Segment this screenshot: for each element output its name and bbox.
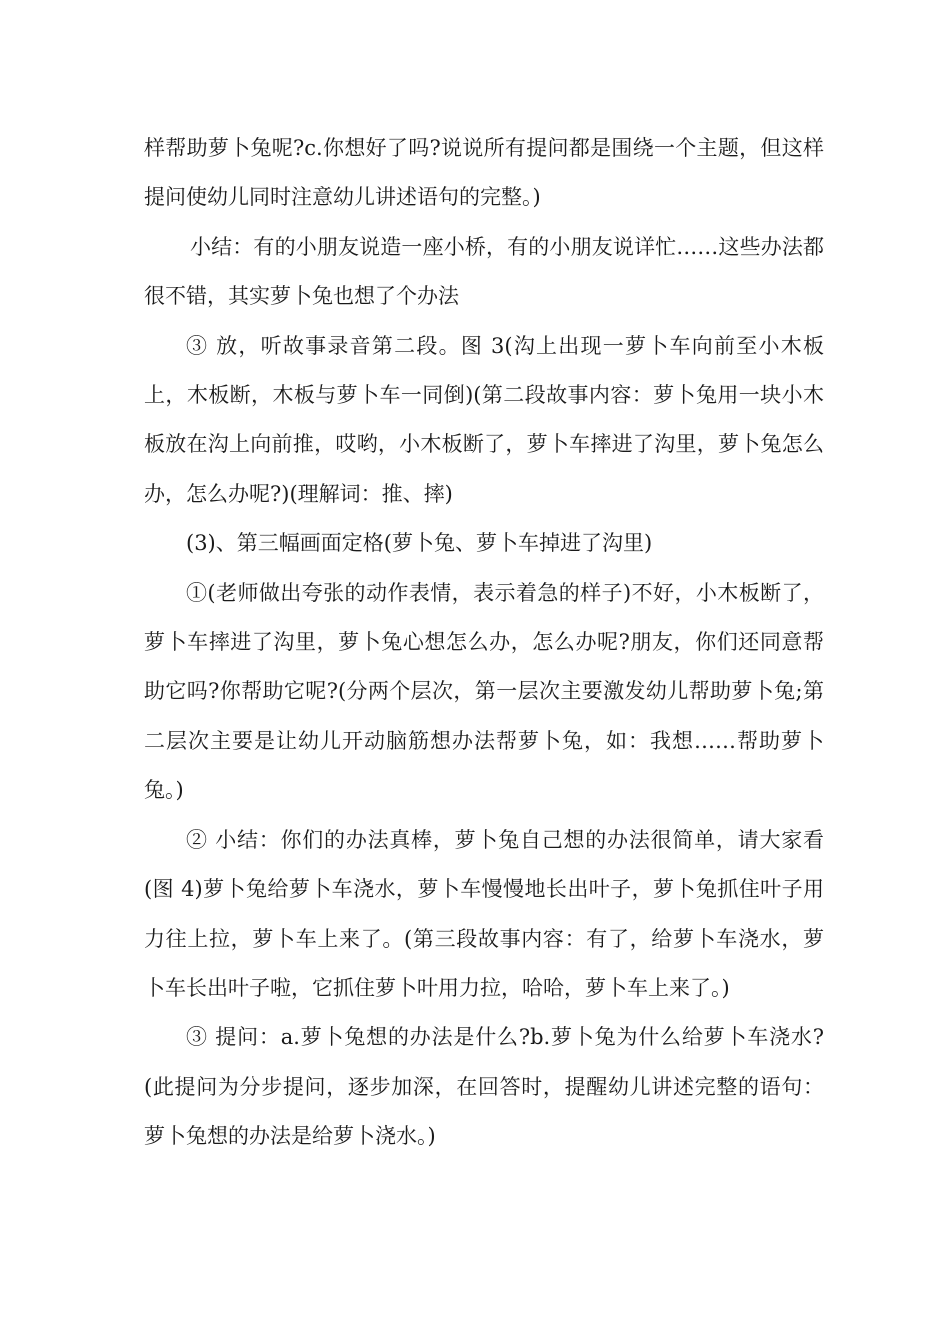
document-body xyxy=(144,124,824,1162)
paragraph-step-1-teacher: ①(老师做出夸张的动作表情，表示着急的样子)不好，小木板断了，萝卜车摔进了沟里，萝卜兔心想怎么办，怎么办呢?朋友，你们还同意帮助它吗?你帮助它呢?(分两个层次，第一层次主要激发幼儿帮助萝卜兔;第二层次主要是让幼儿开动脑筋想办法帮萝卜兔，如：我想……帮助萝卜兔。) xyxy=(144,580,824,803)
paragraph-step-3-audio: ③ 放，听故事录音第二段。图 3(沟上出现一萝卜车向前至小木板上，木板断，木板与萝卜车一同倒)(第二段故事内容：萝卜兔用一块小木板放在沟上向前推，哎哟，小木板断了，萝卜车摔进了沟里，萝卜兔怎么办，怎么办呢?)(理解词：推、摔) xyxy=(144,333,824,506)
paragraph-summary-1: 小结：有的小朋友说造一座小桥，有的小朋友说详忙……这些办法都很不错，其实萝卜兔也想了个办法 xyxy=(144,234,824,309)
paragraph-step-3-questions: ③ 提问：a.萝卜兔想的办法是什么?b.萝卜兔为什么给萝卜车浇水?(此提问为分步提问，逐步加深，在回答时，提醒幼儿讲述完整的语句：萝卜兔想的办法是给萝卜浇水。) xyxy=(144,1025,824,1149)
paragraph-step-2-summary: ② 小结：你们的办法真棒，萝卜兔自己想的办法很简单，请大家看(图 4)萝卜兔给萝卜车浇水，萝卜车慢慢地长出叶子，萝卜兔抓住叶子用力往上拉，萝卜车上来了。(第三段故事内容：有了，给萝卜车浇水，萝卜车长出叶子啦，它抓住萝卜叶用力拉，哈哈，萝卜车上来了。) xyxy=(144,827,824,1000)
paragraph-continuation: 样帮助萝卜兔呢?c.你想好了吗?说说所有提问都是围绕一个主题，但这样提问使幼儿同时注意幼儿讲述语句的完整。) xyxy=(144,136,824,210)
paragraph-section-3-heading: (3)、第三幅画面定格(萝卜兔、萝卜车掉进了沟里) xyxy=(186,531,653,556)
